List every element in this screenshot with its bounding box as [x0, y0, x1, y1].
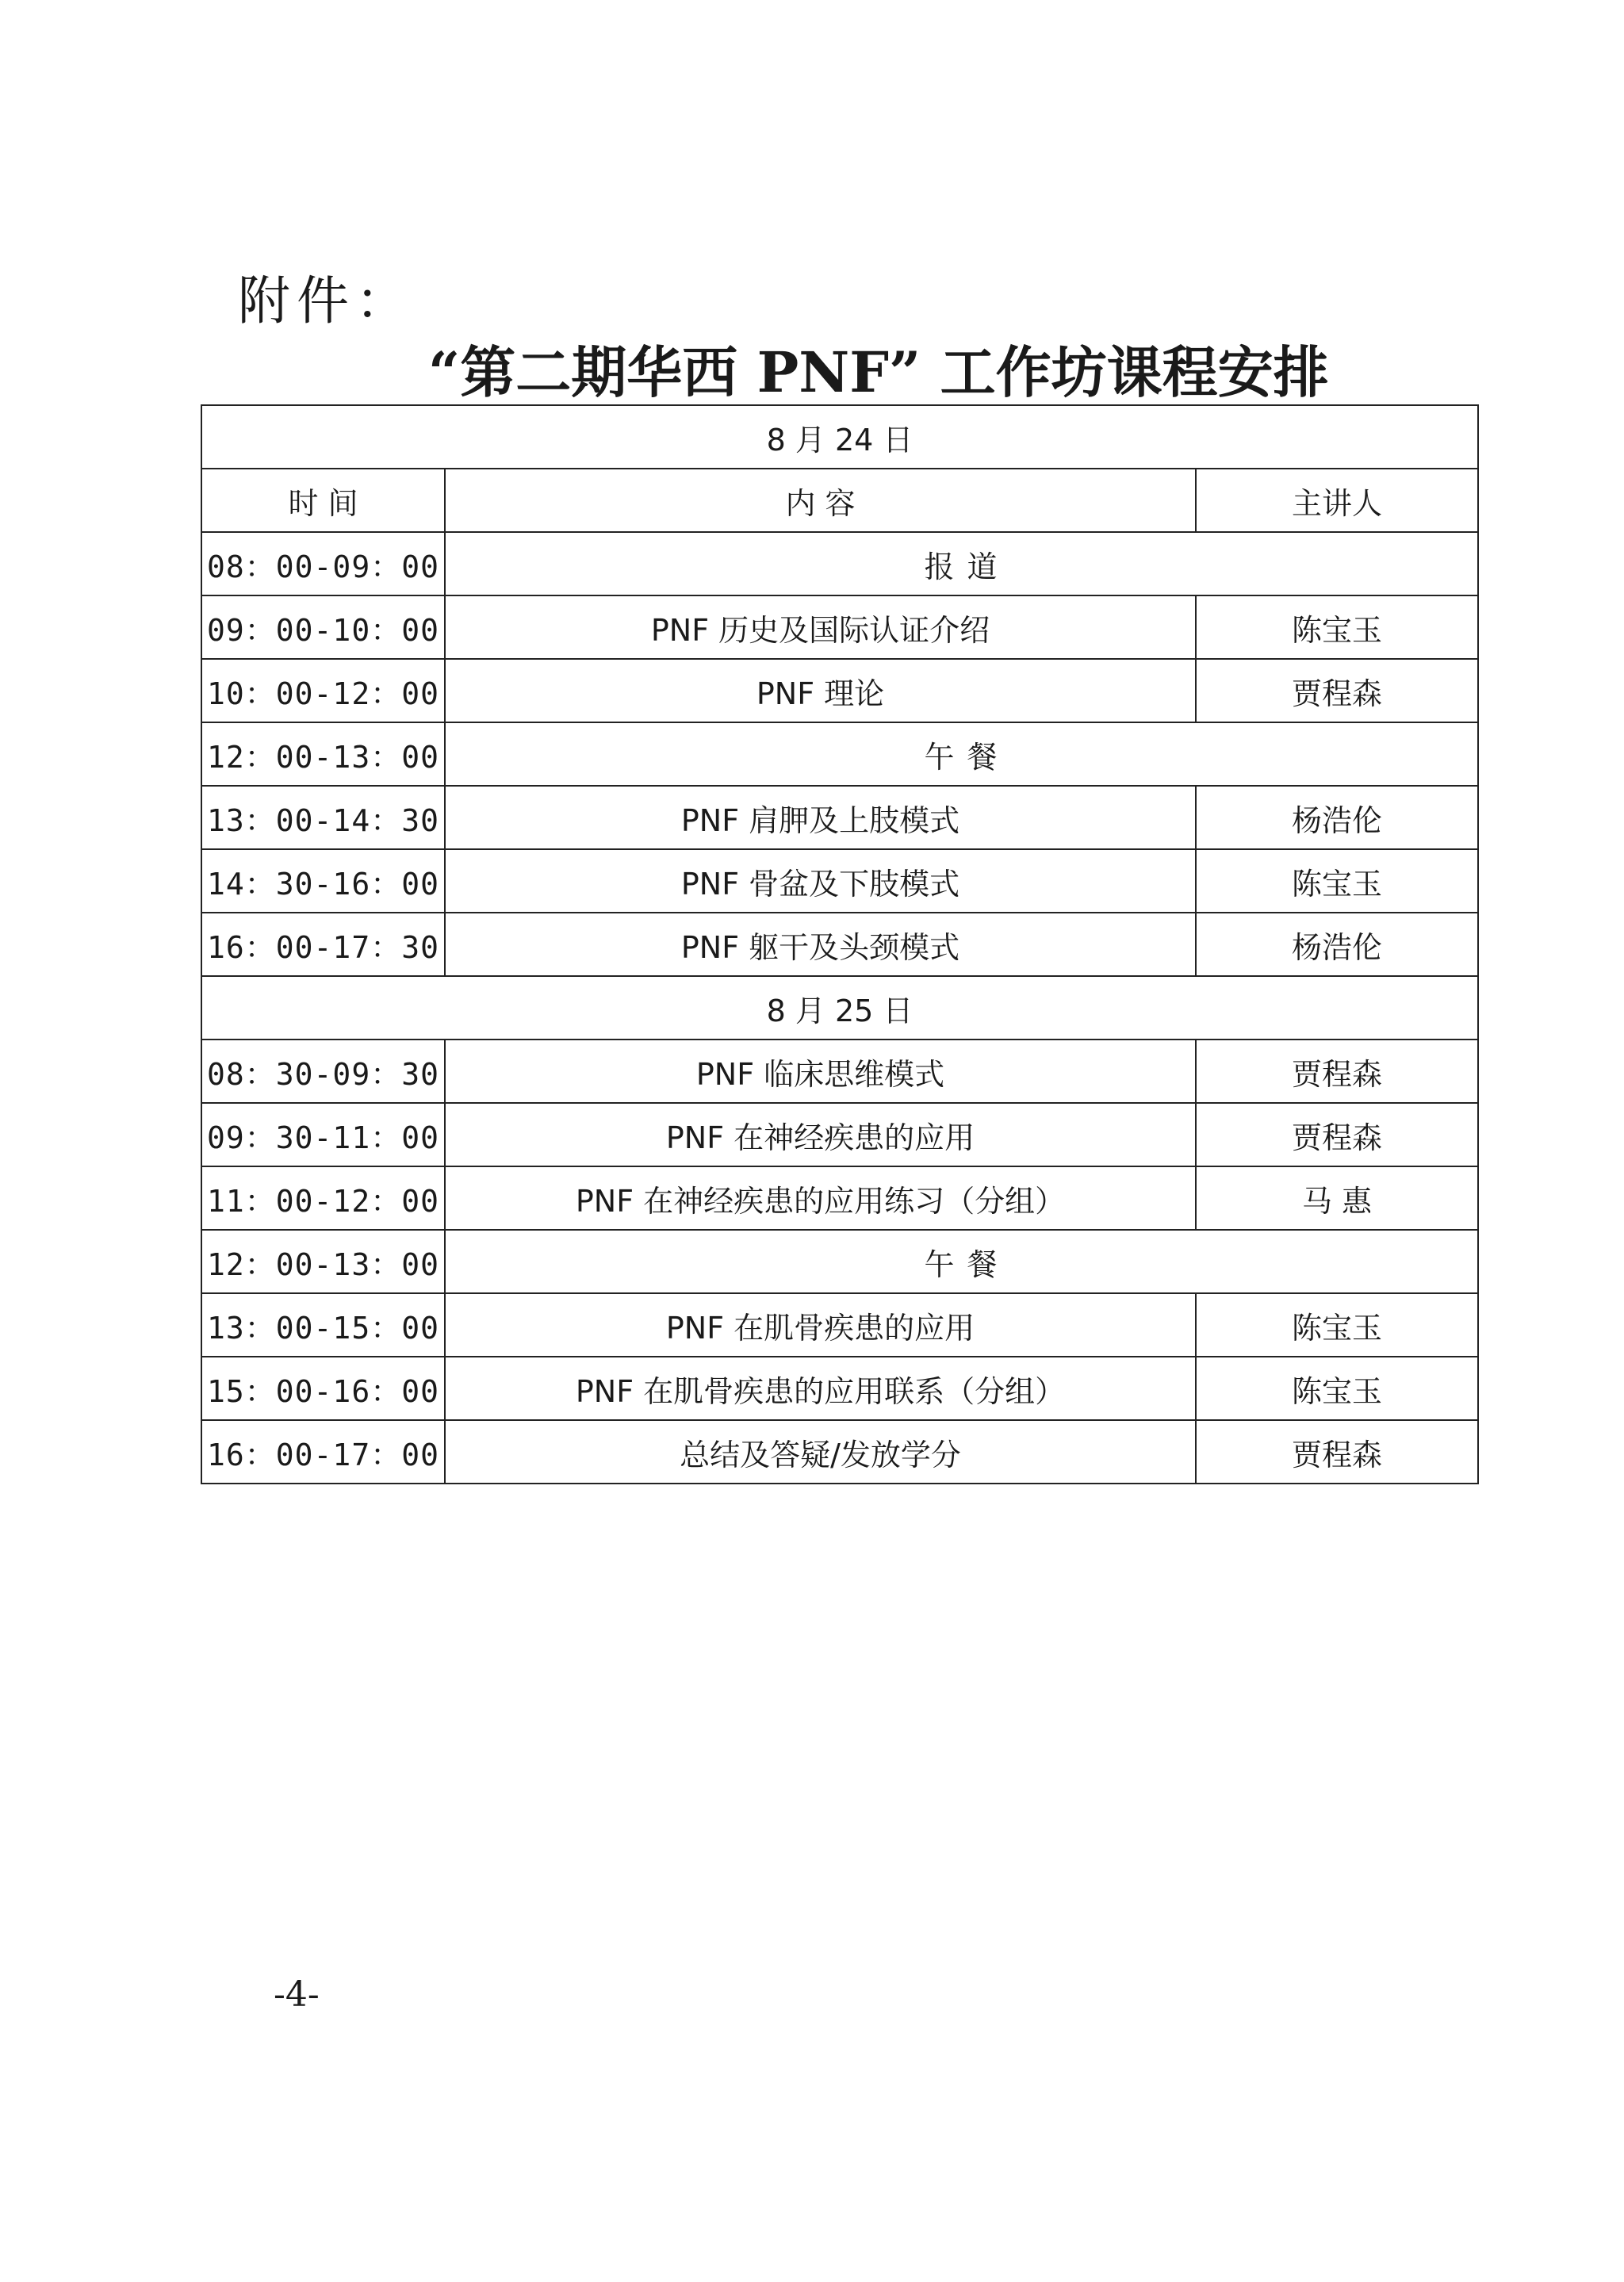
time-cell: 13：00-15：00 — [201, 1293, 445, 1357]
header-speaker: 主讲人 — [1196, 469, 1478, 532]
date-label: 8 月 25 日 — [201, 976, 1478, 1040]
content-cell: PNF 在神经疾患的应用练习（分组） — [445, 1166, 1196, 1230]
content-cell: 午 餐 — [445, 722, 1478, 786]
content-cell: 午 餐 — [445, 1230, 1478, 1293]
header-row — [201, 469, 1478, 532]
table-row — [201, 595, 1478, 659]
time-cell: 11：00-12：00 — [201, 1166, 445, 1230]
time-cell: 14：30-16：00 — [201, 849, 445, 913]
time-cell: 15：00-16：00 — [201, 1357, 445, 1420]
content-cell: PNF 肩胛及上肢模式 — [445, 786, 1196, 849]
time-cell: 08：00-09：00 — [201, 532, 445, 595]
time-cell: 16：00-17：30 — [201, 913, 445, 976]
table-row — [201, 786, 1478, 849]
speaker-cell: 贾程森 — [1196, 1420, 1478, 1484]
content-cell: PNF 临床思维模式 — [445, 1040, 1196, 1103]
time-cell: 16：00-17：00 — [201, 1420, 445, 1484]
header-time: 时 间 — [201, 469, 445, 532]
time-cell: 09：30-11：00 — [201, 1103, 445, 1166]
speaker-cell: 陈宝玉 — [1196, 1293, 1478, 1357]
page-number: -4- — [274, 1974, 320, 2015]
table-row — [201, 659, 1478, 722]
content-cell: PNF 理论 — [445, 659, 1196, 722]
time-cell: 13：00-14：30 — [201, 786, 445, 849]
header-content: 内 容 — [445, 469, 1196, 532]
speaker-cell: 贾程森 — [1196, 659, 1478, 722]
table-row — [201, 532, 1478, 595]
date-label: 8 月 24 日 — [201, 405, 1478, 469]
table-row — [201, 1293, 1478, 1357]
table-row — [201, 1230, 1478, 1293]
content-cell: 报 道 — [445, 532, 1478, 595]
time-cell: 10：00-12：00 — [201, 659, 445, 722]
content-cell: 总结及答疑/发放学分 — [445, 1420, 1196, 1484]
time-cell: 08：30-09：30 — [201, 1040, 445, 1103]
speaker-cell: 陈宝玉 — [1196, 595, 1478, 659]
table-row — [201, 913, 1478, 976]
speaker-cell: 陈宝玉 — [1196, 849, 1478, 913]
table-row — [201, 1357, 1478, 1420]
speaker-cell: 陈宝玉 — [1196, 1357, 1478, 1420]
time-cell: 12：00-13：00 — [201, 1230, 445, 1293]
speaker-cell: 杨浩伦 — [1196, 786, 1478, 849]
table-row — [201, 1420, 1478, 1484]
content-cell: PNF 在肌骨疾患的应用联系（分组） — [445, 1357, 1196, 1420]
content-cell: PNF 躯干及头颈模式 — [445, 913, 1196, 976]
speaker-cell: 马 惠 — [1196, 1166, 1478, 1230]
speaker-cell: 杨浩伦 — [1196, 913, 1478, 976]
speaker-cell: 贾程森 — [1196, 1103, 1478, 1166]
schedule-table — [201, 404, 1479, 1484]
date-row-day2 — [201, 976, 1478, 1040]
table-row — [201, 1040, 1478, 1103]
content-cell: PNF 在肌骨疾患的应用 — [445, 1293, 1196, 1357]
speaker-cell: 贾程森 — [1196, 1040, 1478, 1103]
document-title: “第二期华西 PNF” 工作坊课程安排 — [428, 339, 1329, 405]
table-row — [201, 849, 1478, 913]
table-row — [201, 1166, 1478, 1230]
content-cell: PNF 历史及国际认证介绍 — [445, 595, 1196, 659]
content-cell: PNF 骨盆及下肢模式 — [445, 849, 1196, 913]
table-row — [201, 1103, 1478, 1166]
date-row-day1 — [201, 405, 1478, 469]
attachment-label: 附件： — [238, 270, 414, 331]
time-cell: 12：00-13：00 — [201, 722, 445, 786]
table-row — [201, 722, 1478, 786]
time-cell: 09：00-10：00 — [201, 595, 445, 659]
content-cell: PNF 在神经疾患的应用 — [445, 1103, 1196, 1166]
